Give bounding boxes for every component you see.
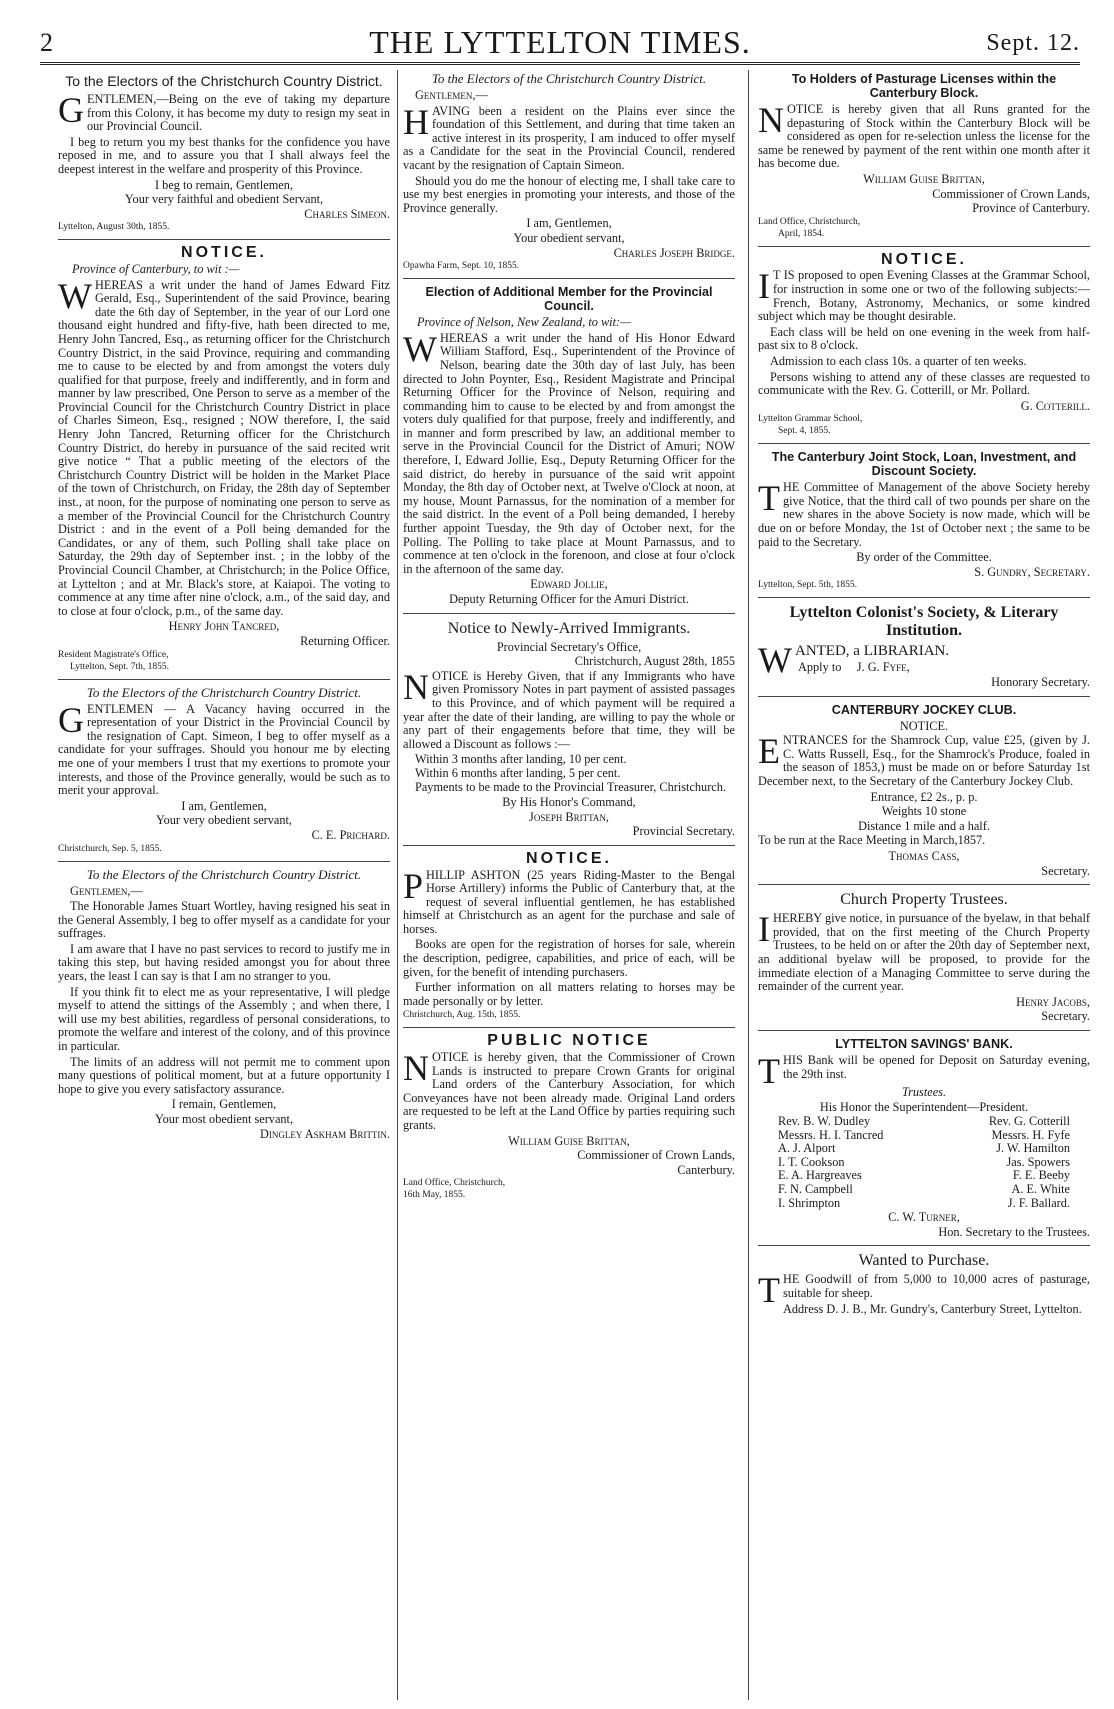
closing: Your very faithful and obedient Servant,: [124, 192, 324, 207]
paragraph: The Honorable James Stuart Wortley, having resigned his seat in the General Assembly, I beg to offer myself as a candidate for your suffrages.: [58, 899, 390, 941]
paragraph: Payments to be made to the Provincial Treasurer, Christchurch.: [415, 779, 726, 794]
article-savings-bank: [758, 1037, 1090, 1240]
separator: [58, 861, 390, 862]
separator: [758, 1245, 1090, 1246]
article-immigrants-notice: [403, 620, 735, 839]
trustee-name: I. T. Cookson: [778, 1154, 845, 1169]
trustee-row: [758, 1142, 1090, 1156]
drop-cap: H: [403, 101, 429, 142]
separator: [403, 278, 735, 279]
drop-cap: N: [403, 1048, 429, 1089]
article-subheading: Province of Nelson, New Zealand, to wit:—: [417, 315, 632, 330]
article-evening-classes: [758, 250, 1090, 438]
trustee-name: F. E. Beeby: [1012, 1168, 1070, 1183]
paragraph: THIS Bank will be opened for Deposit on Saturday evening, the 29th inst.: [758, 1050, 1090, 1091]
article-heading: NOTICE.: [881, 250, 967, 268]
drop-cap: T: [758, 478, 780, 519]
signature-title: Honorary Secretary.: [991, 675, 1090, 690]
signature: William Guise Brittan,: [863, 171, 985, 186]
paragraph: NOTICE is hereby given that all Runs granted for the depasturing of Stock within the Canterbury Block will be considered as open for re-selection unless the license for the same be renewed by payment of the rent within one month after it has become due.: [758, 100, 1090, 171]
paragraph: Books are open for the registration of horses for sale, wherein the description, pedigree, capabilities, and price of each, will be given, for the benefit of intending purchasers.: [403, 937, 735, 979]
drop-cap: E: [758, 731, 780, 772]
signature: William Guise Brittan,: [508, 1133, 630, 1148]
dateline: Lyttelton, Sept. 7th, 1855.: [70, 661, 169, 672]
dateline: 16th May, 1855.: [403, 1190, 466, 1201]
paragraph: Admission to each class 10s. a quarter of ten weeks.: [770, 353, 1027, 368]
signature: C. E. Prichard.: [311, 827, 390, 842]
office: Lyttelton Grammar School,: [758, 414, 863, 425]
signature: Edward Jollie,: [530, 577, 608, 592]
article-heading: Lyttelton Colonist's Society, & Literary Institution.: [789, 604, 1059, 640]
separator: [58, 239, 390, 240]
drop-cap: G: [58, 90, 84, 130]
paragraph: GENTLEMEN,—Being on the eve of taking my departure from this Colony, it has become my duty to resign my seat in our Provincial Council.: [58, 90, 390, 134]
list-item: Within 6 months after landing, 5 per cent.: [415, 765, 621, 780]
article-heading: To the Electors of the Christchurch Country District.: [65, 73, 383, 89]
separator: [758, 597, 1090, 598]
trustee-name: A. E. White: [1011, 1182, 1070, 1197]
separator: [758, 884, 1090, 885]
article-heading: To the Electors of the Christchurch Country District.: [86, 866, 362, 882]
signature: Joseph Brittan,: [529, 809, 609, 824]
column-divider: [748, 70, 749, 1700]
signature: G. Cotterill.: [1020, 398, 1090, 413]
column-divider: [397, 70, 398, 1700]
trustee-name: E. A. Hargreaves: [778, 1168, 862, 1183]
page-number: 2: [40, 28, 53, 57]
signature-title: Secretary.: [1041, 863, 1090, 878]
paragraph: HAVING been a resident on the Plains ever since the foundation of this Settlement, and during that time taken an active interest in its prosperity, I am induced to offer myself as a Candidate for the seat in the Provincial Council, rendered vacant by the resignation of Captain Simeon.: [403, 101, 735, 172]
paragraph: If you think fit to elect me as your representative, I will pledge myself to attend the sittings of the Assembly ; and when there, I will use my best abilities, regardless of personal considerations, to promote the welfare and interest of the colony, and of this province in particular.: [58, 984, 390, 1054]
apply-line: [758, 661, 1090, 675]
article-wanted-purchase: [758, 1252, 1090, 1316]
trustee-row: [758, 1115, 1090, 1129]
article-jockey-club: [758, 703, 1090, 879]
signature: Dingley Askham Brittin.: [260, 1126, 390, 1141]
paragraph: WHEREAS a writ under the hand of James Edward Fitz Gerald, Esq., Superintendent of the said Province, bearing date the 6th day of September, in the year of our Lord one thousand eight hundred and fifty-five, hath been directed to me, Henry John Tancred, Esq., as returning officer for the Christchurch Country District, in the said Province, requiring and commanding me to cause to be elected by and from amongst the voters duly qualified for that purpose, freely and indifferently, and in form and manner by law prescribed, One Person to serve as a member of the Provincial Council for the Christchurch Country District in place of Charles Simeon, Esq., resigned ; NOW therefore, I, the said Henry John Tancred, Returning officer for the Christchurch Country District, do hereby in pursuance of the said recited writ give notice “ That a public meeting of the electors of the Christchurch Country District will be holden in the Market Place of the town of Christchurch, on Friday, the 28th day of September inst., at noon, for the purpose of nominating one person to serve as a member of the Provincial Council for the Christchurch Country District : and in the event of a Poll being demanded for the Candidates, or any of them, such Polling shall take place on Saturday, the 29th day of September inst. ; in the lobby of the Provincial Council Chamber, at Christchurch; in the Police Office, at Lyttelton ; and at Mr. Black's store, at Kaiapoi. The voting to commence at any time after nine o'clock, a.m., of the said day, and to close at four o'clock, p.m., of the same day.: [58, 275, 390, 618]
signature: Henry John Tancred,: [168, 619, 280, 634]
signature-place: Province of Canterbury.: [972, 201, 1090, 216]
article-heading: To the Electors of the Christchurch Country District.: [431, 71, 707, 86]
paragraph: GENTLEMEN — A Vacancy having occurred in the representation of your District in the Provincial Council by the resignation of Capt. Simeon, I beg to offer myself as a candidate for your suffrages. Should you honour me by electing me one of your members I trust that my exertions to promote your interests, and those of the Province generally, would be such as to merit your approval.: [58, 699, 390, 798]
paragraph: NOTICE is Hereby Given, that if any Immigrants who have given Promissory Notes in part payment of assisted passages to this Province, and of which payment will be required a year after the date of their landing, are willing to pay the whole or any part of their engagements before that time, they will be allowed a Discount as follows :—: [403, 666, 735, 751]
trustee-name: Messrs. H. Fyfe: [991, 1127, 1070, 1142]
drop-cap: T: [758, 1050, 780, 1091]
article-subheading: Province of Canterbury, to wit :—: [72, 261, 240, 276]
article-heading: LYTTELTON SAVINGS' BANK.: [835, 1036, 1013, 1051]
trustee-name: I. Shrimpton: [778, 1195, 841, 1210]
signature: S. Gundry, Secretary.: [974, 564, 1090, 579]
dateline: Lyttelton, August 30th, 1855.: [58, 222, 170, 233]
closing: I am, Gentlemen,: [181, 798, 267, 813]
article-simeon-resignation: [58, 72, 390, 233]
signature-title: Deputy Returning Officer for the Amuri District.: [449, 592, 689, 606]
trustee-name: Rev. G. Cotterill: [988, 1114, 1070, 1129]
column-3: [758, 70, 1090, 1322]
article-crown-grants: [403, 1034, 735, 1201]
article-ashton-horses: [403, 849, 735, 1022]
article-heading: The Canterbury Joint Stock, Loan, Investment, and Discount Society.: [771, 450, 1077, 479]
list-item: Within 3 months after landing, 10 per cent.: [415, 752, 627, 767]
dateline: Christchurch, Sep. 5, 1855.: [58, 843, 162, 854]
article-heading: Notice to Newly-Arrived Immigrants.: [447, 619, 691, 637]
article-heading: NOTICE.: [181, 244, 267, 262]
closing: Your most obedient servant,: [154, 1112, 294, 1126]
signature-title: Secretary.: [1041, 1009, 1090, 1024]
trustee-row: [758, 1183, 1090, 1197]
paragraph: I beg to return you my best thanks for the confidence you have reposed in me, and to assure you that I shall always feel the deepest interest in the welfare and prosperity of this Province.: [58, 134, 390, 176]
separator: [758, 246, 1090, 247]
trustee-row: [758, 1197, 1090, 1211]
article-heading: Church Property Trustees.: [840, 891, 1008, 909]
drop-cap: N: [403, 666, 429, 707]
trustee-row: [758, 1156, 1090, 1170]
signature: Charles Simeon.: [304, 206, 390, 221]
trustee-name: Rev. B. W. Dudley: [778, 1114, 871, 1129]
paragraph: To be run at the Race Meeting in March,1857.: [758, 833, 986, 848]
column-1: [58, 70, 390, 1147]
office: Land Office, Christchurch,: [758, 216, 861, 227]
separator: [403, 1027, 735, 1028]
paragraph: Each class will be held on one evening in the week from half-past six to 8 o'clock.: [758, 324, 1090, 353]
article-heading: NOTICE.: [526, 849, 612, 867]
dateline: Sept. 4, 1855.: [778, 426, 831, 437]
paragraph: THE Committee of Management of the above Society hereby give Notice, that the third call of two pounds per share on the new shares in the above Society is now made, which will be due on or before Monday, the 1st of October next ; the same to be paid to the Secretary.: [758, 478, 1090, 549]
dateline: Christchurch, Aug. 15th, 1855.: [403, 1010, 521, 1021]
article-heading: To the Electors of the Christchurch Country District.: [86, 684, 362, 700]
article-librarian-wanted: [758, 604, 1090, 689]
article-heading: Wanted to Purchase.: [858, 1252, 990, 1270]
trustee-name: J. W. Hamilton: [996, 1141, 1070, 1156]
drop-cap: W: [758, 640, 792, 681]
list-item: Weights 10 stone: [881, 804, 967, 819]
paragraph: Should you do me the honour of electing me, I shall take care to use my best energies in promoting your interests, and those of the Province generally.: [403, 173, 735, 215]
list-item: Entrance, £2 2s., p. p.: [870, 789, 978, 804]
article-joint-stock-society: [758, 450, 1090, 591]
trustee-name: Messrs. H. I. Tancred: [778, 1127, 884, 1142]
signature-title: Returning Officer.: [300, 633, 390, 648]
paragraph: I am aware that I have no past services to record to justify me in taking this step, but having resided amongst you for about three years, the least I can say is that I am no stranger to you.: [58, 941, 390, 984]
drop-cap: W: [403, 328, 437, 369]
paragraph: THE Goodwill of from 5,000 to 10,000 acres of pasturage, suitable for sheep.: [758, 1270, 1090, 1311]
closing: I remain, Gentlemen,: [171, 1097, 277, 1112]
article-prichard-address: [58, 686, 390, 855]
signature: Charles Joseph Bridge.: [613, 245, 735, 260]
closing: I am, Gentlemen,: [526, 216, 612, 231]
closing: Your obedient servant,: [513, 230, 625, 245]
drop-cap: G: [58, 699, 84, 740]
article-heading: PUBLIC NOTICE: [487, 1032, 651, 1050]
signature-place: Canterbury.: [677, 1162, 735, 1177]
masthead: [40, 20, 1080, 66]
newspaper-title: THE LYTTELTON TIMES.: [369, 24, 751, 60]
article-pasturage-licenses: [758, 72, 1090, 240]
apply-label: Apply to: [798, 660, 842, 675]
article-heading: CANTERBURY JOCKEY CLUB.: [831, 702, 1017, 717]
signature-title: Provincial Secretary.: [632, 824, 735, 839]
trustee-list: [758, 1115, 1090, 1210]
drop-cap: W: [58, 275, 92, 316]
separator: [758, 696, 1090, 697]
drop-cap: P: [403, 865, 424, 906]
trustee-row: [758, 1129, 1090, 1143]
article-subheading: NOTICE.: [899, 718, 949, 733]
article-writ-notice: [58, 246, 390, 672]
issue-date: Sept. 12.: [986, 30, 1080, 56]
article-heading: Election of Additional Member for the Provincial Council.: [425, 285, 713, 314]
salutation: Gentlemen,—: [70, 883, 143, 898]
separator: [403, 845, 735, 846]
paragraph: PHILLIP ASHTON (25 years Riding-Master to the Bengal Horse Artillery) informs the Public of Canterbury that, at the request of several influential gentlemen, he has established himself at Christchurch as an agent for the purchase and sale of horses.: [403, 865, 735, 936]
trustee-name: A. J. Alport: [778, 1141, 836, 1156]
paragraph: IHEREBY give notice, in pursuance of the byelaw, in that behalf provided, that on the first meeting of the Church Property Trustees, to be held on or after the 20th day of September next, an additional byelaw will be proposed, to provide for the immediate election of a Managing Committee to serve during the remainder of the current year.: [758, 909, 1090, 994]
paragraph: I T IS proposed to open Evening Classes at the Grammar School, for instruction in some one or two of the following subjects:—French, Botany, Astronomy, Mechanics, or some kindred subject which may be thought desirable.: [758, 266, 1090, 324]
signature: Thomas Cass,: [888, 848, 960, 863]
separator: [58, 679, 390, 680]
dateline: Lyttelton, Sept. 5th, 1855.: [758, 580, 857, 591]
masthead-rule: [40, 62, 1080, 68]
separator: [758, 443, 1090, 444]
place-date: Christchurch, August 28th, 1855: [574, 654, 735, 669]
signature-title: Commissioner of Crown Lands,: [932, 186, 1090, 201]
closing: By order of the Committee.: [856, 550, 992, 565]
salutation: Gentlemen,—: [415, 88, 488, 102]
trustee-row: [758, 1169, 1090, 1183]
drop-cap: T: [758, 1270, 780, 1311]
column-2: [403, 70, 735, 1207]
article-nelson-election: [403, 285, 735, 606]
closing: Your very obedient servant,: [155, 813, 293, 828]
drop-cap: I: [758, 266, 770, 307]
trustees-label: Trustees.: [901, 1084, 947, 1099]
paragraph: Further information on all matters relating to horses may be made personally or by letter.: [403, 980, 735, 1008]
separator: [403, 613, 735, 614]
article-bridge-address: [403, 72, 735, 272]
signature-title: Hon. Secretary to the Trustees.: [938, 1224, 1090, 1239]
trustee-name: J. F. Ballard.: [1007, 1195, 1070, 1210]
signature: C. W. Turner,: [888, 1210, 960, 1225]
office: Provincial Secretary's Office,: [496, 639, 642, 654]
drop-cap: I: [758, 909, 770, 950]
dateline: April, 1854.: [778, 228, 825, 239]
signature-title: Commissioner of Crown Lands,: [577, 1148, 735, 1163]
paragraph: WHEREAS a writ under the hand of His Honor Edward William Stafford, Esq., Superintendent of the Province of Nelson, bearing date the 30th day of last July, has been directed to John Poynter, Esq., Resident Magistrate and Principal Returning Officer for the Province of Nelson, requiring and commanding him to cause to be elected by and from amongst the voters duly qualified for that purpose, freely and indifferently, and in manner and form prescribed by law, an additional member to serve in the Provincial Council for the District of Amuri; NOW therefore, I, Edward Jollie, Esq., Deputy Returning Officer for the said district, do hereby in pursuance of the said writ appoint Monday, the 8th day of October next, at Twelve o'Clock at noon, at my house, Mount Parnassus, for the nomination of a member for the said district. In the event of a Poll being demanded, I hereby further appoint Tuesday, the 9th day of October next, for the Polling. The Polling to take place at Mount Parnassus, and to commence at ten o'clock in the forenoon, and close at four o'clock in the afternoon of the same day.: [403, 328, 735, 576]
paragraph: The limits of an address will not permit me to comment upon many questions of political moment, but at a future opportunity I hope to give you every satisfactory assurance.: [58, 1054, 390, 1096]
paragraph: WANTED, a LIBRARIAN.: [758, 640, 950, 681]
trustee-name: Jas. Spowers: [1006, 1154, 1070, 1169]
closing: By His Honor's Command,: [502, 795, 636, 810]
president: His Honor the Superintendent—President.: [819, 1099, 1029, 1114]
office: Resident Magistrate's Office,: [58, 649, 169, 660]
dateline: Opawha Farm, Sept. 10, 1855.: [403, 261, 520, 272]
drop-cap: N: [758, 100, 784, 140]
closing: I beg to remain, Gentlemen,: [155, 177, 293, 192]
paragraph: Address D. J. B., Mr. Gundry's, Canterbury Street, Lyttelton.: [783, 1301, 1082, 1316]
paragraph: Persons wishing to attend any of these classes are requested to communicate with the Rev. G. Cotterill, or Mr. Pollard.: [758, 369, 1090, 398]
article-brittin-address: [58, 868, 390, 1142]
office: Land Office, Christchurch,: [403, 1178, 506, 1189]
article-church-trustees: [758, 891, 1090, 1024]
signature: Henry Jacobs,: [1016, 994, 1090, 1009]
article-heading: To Holders of Pasturage Licenses within the Canterbury Block.: [791, 72, 1057, 100]
paragraph: NOTICE is hereby given, that the Commissioner of Crown Lands is instructed to prepare Crown Grants for original Land orders of the Canterbury Association, for which Conveyances have not been already made. Original Land orders are requested to be left at the Land Office by parties requiring such grants.: [403, 1048, 735, 1132]
paragraph: ENTRANCES for the Shamrock Cup, value £25, (given by J. C. Watts Russell, Esq., for the Shamrock's Produce, foaled in the season of 1853,) must be made on or before Saturday 1st December next, to the Secretary of the Canterbury Jockey Club.: [758, 731, 1090, 788]
separator: [758, 1030, 1090, 1031]
trustee-name: F. N. Campbell: [778, 1182, 853, 1197]
contact-name: J. G. Fyfe,: [856, 660, 910, 675]
list-item: Distance 1 mile and a half.: [858, 818, 990, 833]
